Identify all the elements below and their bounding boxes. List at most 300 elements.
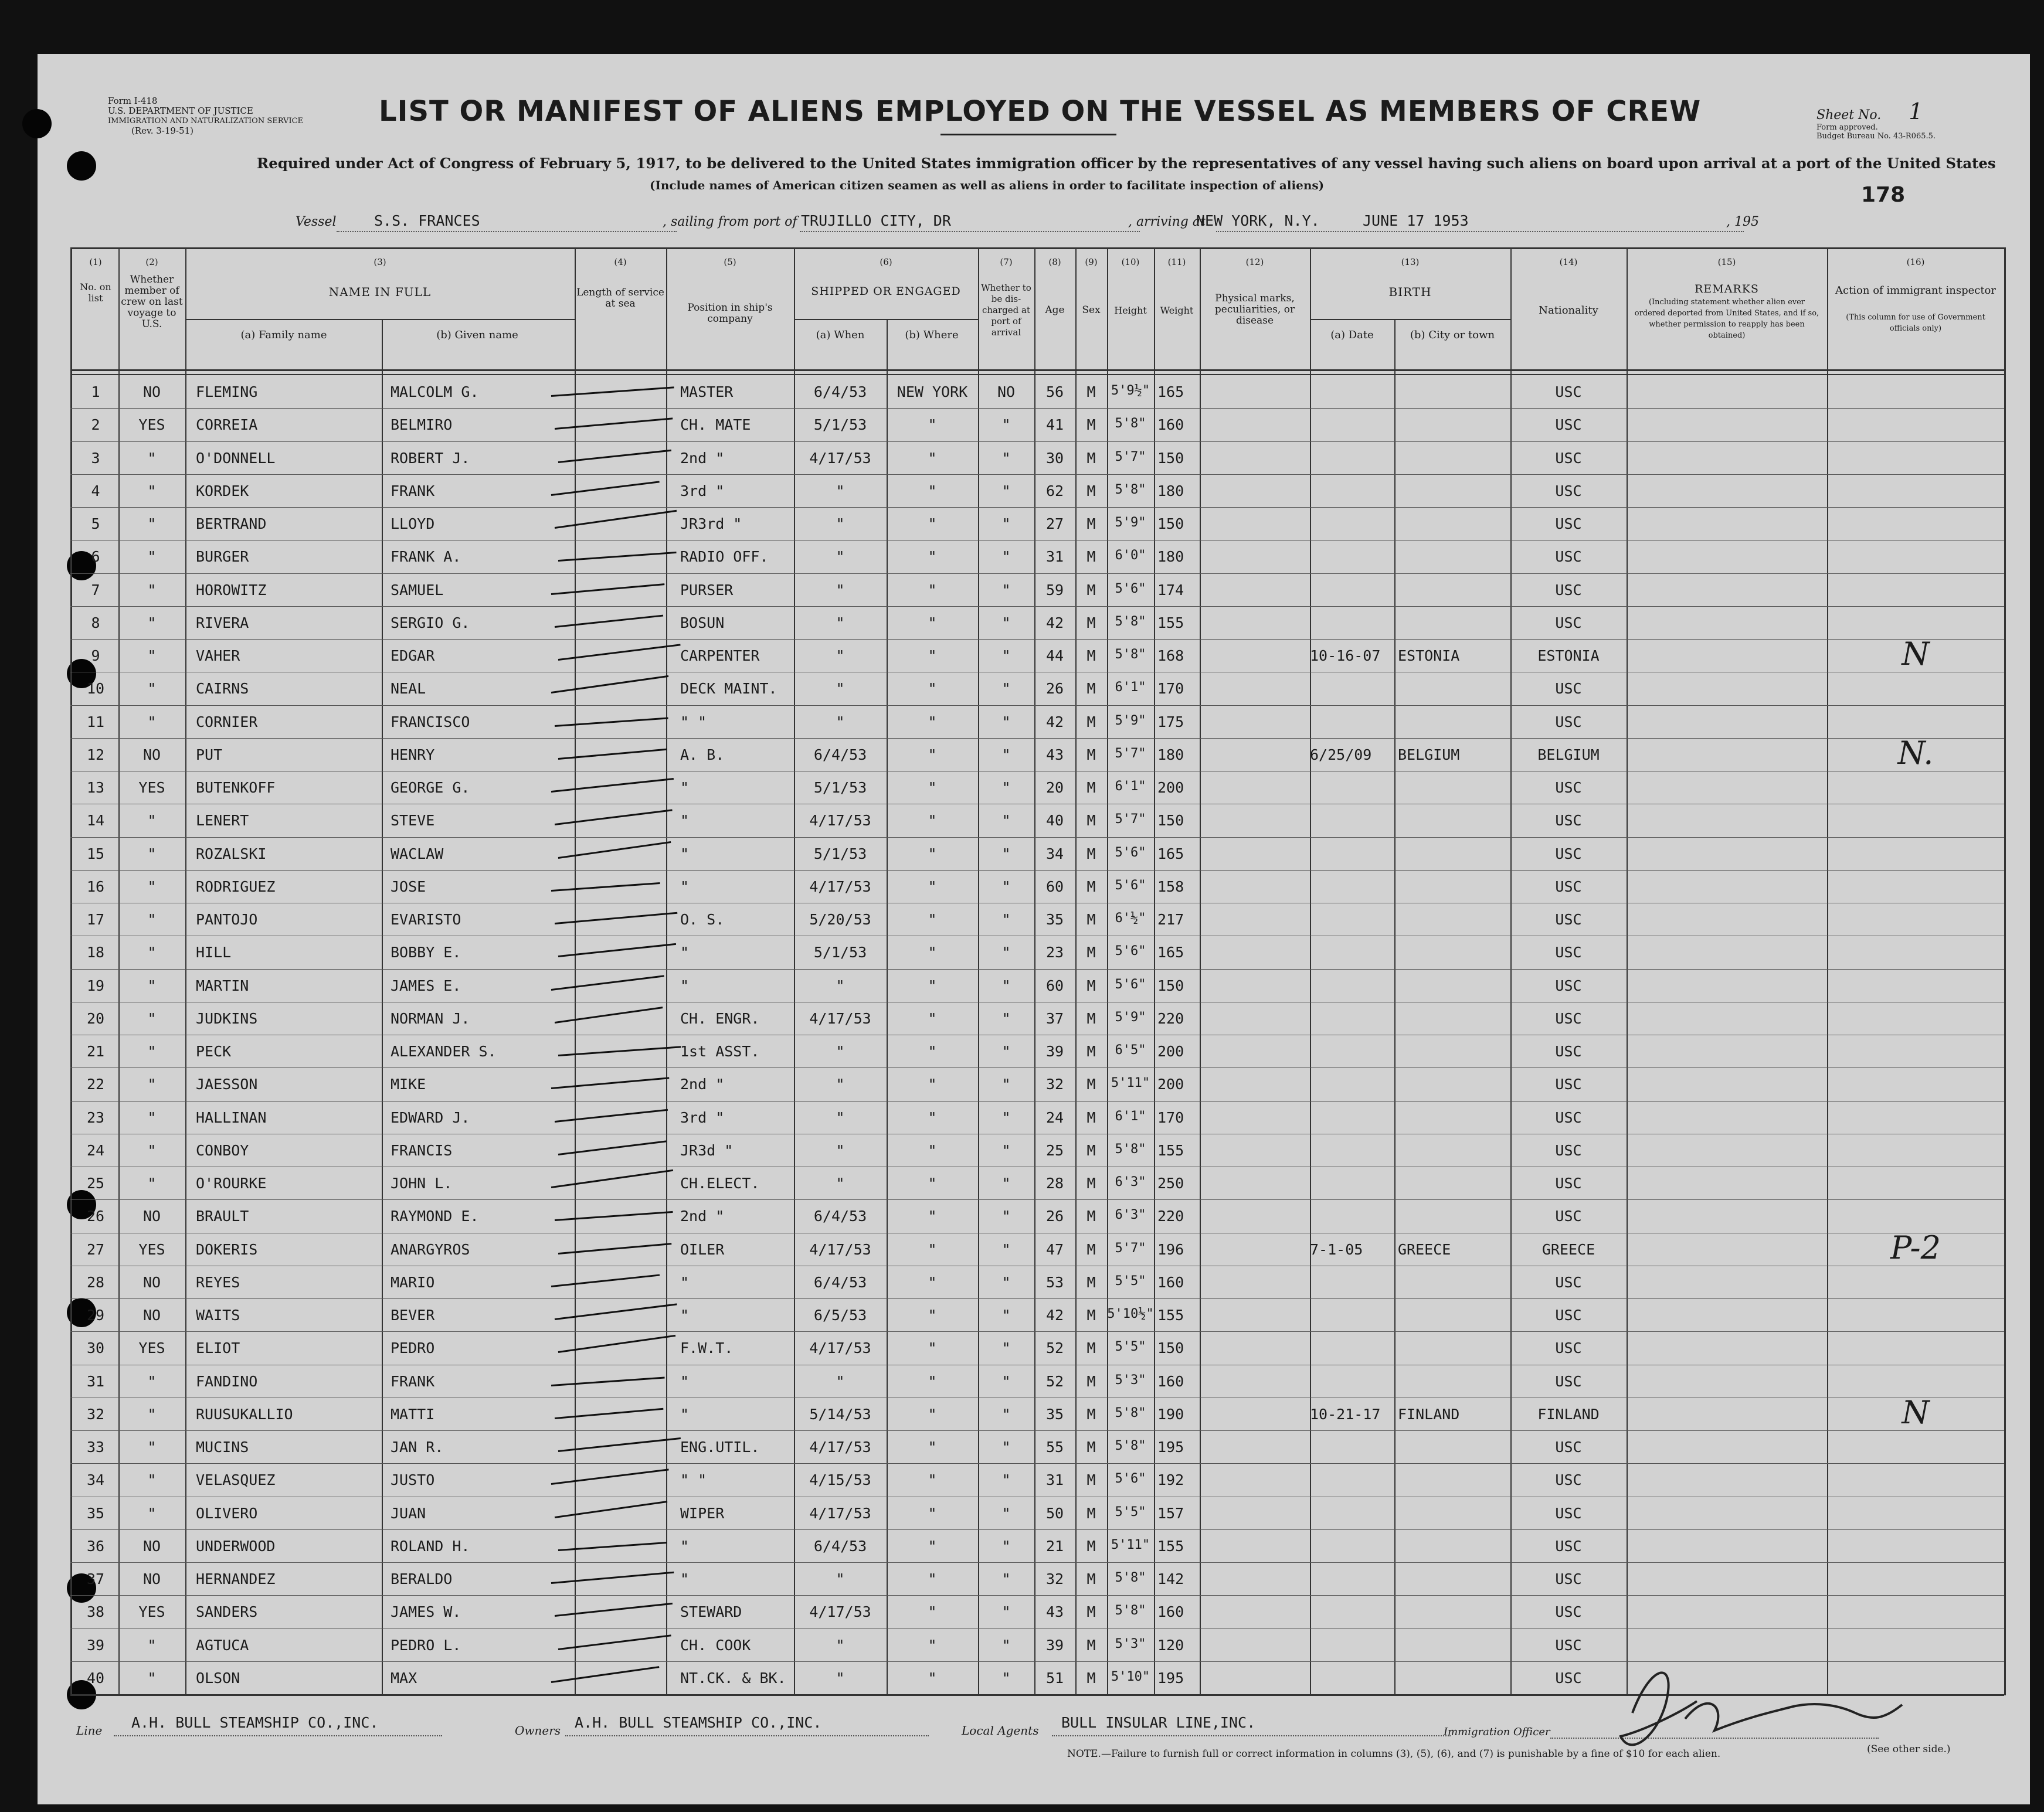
header-c13a: (a) Date — [1330, 329, 1374, 341]
cell-pos: 1st ASST. — [680, 1043, 760, 1060]
cell-weight: 180 — [1157, 746, 1184, 763]
cell-given: FRANK — [391, 482, 435, 499]
cell-height: 5'6" — [1115, 1471, 1146, 1487]
cell-sex: M — [1086, 845, 1096, 862]
cell-pos: STEWARD — [680, 1603, 742, 1621]
cell-no: 12 — [86, 746, 105, 763]
cell-where: " — [928, 548, 937, 566]
cell-family: WAITS — [196, 1307, 240, 1324]
cell-where: " — [928, 1240, 937, 1258]
cell-sex: M — [1086, 416, 1096, 434]
cell-disch: " — [1001, 1340, 1011, 1357]
cell-sex: M — [1086, 1141, 1096, 1159]
cell-age: 47 — [1045, 1240, 1064, 1258]
cell-height: 5'11" — [1111, 1537, 1150, 1552]
cell-where: " — [928, 845, 937, 862]
cell-weight: 157 — [1157, 1504, 1184, 1522]
cell-height: 5'9" — [1115, 1009, 1146, 1025]
cell-prev: " — [147, 1175, 157, 1192]
header-c12-number: (12) — [1245, 257, 1264, 267]
cell-disch: " — [1001, 1208, 1011, 1225]
cell-disch: " — [1001, 1669, 1011, 1687]
cell-sex: M — [1086, 1570, 1096, 1587]
header-c3a: (a) Family name — [240, 329, 327, 341]
cell-family: OLIVERO — [196, 1504, 258, 1522]
cell-family: MUCINS — [196, 1439, 249, 1456]
cell-disch: " — [1001, 1240, 1011, 1258]
cell-pos: " — [680, 878, 690, 895]
cell-no: 32 — [86, 1405, 105, 1423]
cell-disch: " — [1001, 911, 1011, 928]
cell-given: ROBERT J. — [391, 449, 470, 467]
cell-age: 34 — [1045, 845, 1064, 862]
cell-sex: M — [1086, 878, 1096, 895]
cell-age: 41 — [1045, 416, 1064, 434]
cell-no: 38 — [86, 1603, 105, 1621]
cell-height: 5'5" — [1115, 1340, 1146, 1355]
cell-nat: USC — [1555, 713, 1582, 730]
cell-given: BERALDO — [391, 1570, 453, 1587]
cell-given: JOHN L. — [391, 1175, 453, 1192]
cell-given: BOBBY E. — [391, 944, 461, 961]
cell-height: 5'8" — [1115, 1141, 1146, 1157]
cell-no: 28 — [86, 1273, 105, 1291]
cell-nat: FINLAND — [1537, 1405, 1600, 1423]
cell-family: BERTRAND — [196, 515, 267, 532]
cell-where: " — [928, 1372, 937, 1390]
header-c9-number: (9) — [1085, 257, 1098, 267]
cell-prev: " — [147, 614, 157, 631]
cell-family: RIVERA — [196, 614, 249, 631]
cell-pos: CH. ENGR. — [680, 1009, 760, 1027]
cell-no: 35 — [86, 1504, 105, 1522]
cell-family: REYES — [196, 1273, 240, 1291]
cell-where: " — [928, 746, 937, 763]
cell-nat: USC — [1555, 416, 1582, 434]
cell-weight: 165 — [1157, 845, 1184, 862]
cell-given: EDWARD J. — [391, 1109, 470, 1126]
cell-age: 52 — [1045, 1340, 1064, 1357]
agents-company: BULL INSULAR LINE,INC. — [1061, 1714, 1256, 1731]
cell-given: ROLAND H. — [391, 1537, 470, 1555]
see-other-side: (See other side.) — [1867, 1743, 1951, 1755]
cell-sex: M — [1086, 1175, 1096, 1192]
cell-bcity: FINLAND — [1398, 1405, 1460, 1423]
cell-where: " — [928, 1009, 937, 1027]
cell-weight: 142 — [1157, 1570, 1184, 1587]
cell-where: " — [928, 581, 937, 599]
cell-height: 6'3" — [1115, 1175, 1146, 1189]
form-subtitle: Required under Act of Congress of February 5, 1917, to be delivered to the United States immigration officer by the representatives of any vessel having such aliens on board upon arrival at a port of the United States — [257, 155, 1996, 172]
cell-disch: " — [1001, 614, 1011, 631]
cell-where: " — [928, 1109, 937, 1126]
cell-given: JOSE — [391, 878, 426, 895]
cell-weight: 160 — [1157, 1273, 1184, 1291]
cell-sex: M — [1086, 1636, 1096, 1654]
cell-when: " — [836, 548, 845, 566]
cell-family: RUUSUKALLIO — [196, 1405, 293, 1423]
cell-given: MARIO — [391, 1273, 435, 1291]
header-c15-text: REMARKS — [1695, 283, 1759, 295]
cell-age: 21 — [1045, 1537, 1064, 1555]
cell-pos: MASTER — [680, 383, 734, 400]
cell-weight: 200 — [1157, 779, 1184, 796]
cell-when: 5/1/53 — [813, 416, 867, 434]
cell-prev: " — [147, 1439, 157, 1456]
cell-family: BURGER — [196, 548, 249, 566]
cell-no: 1 — [91, 383, 100, 400]
cell-when: " — [836, 614, 845, 631]
cell-given: GEORGE G. — [391, 779, 470, 796]
cell-when: 5/1/53 — [813, 845, 867, 862]
cell-weight: 200 — [1157, 1076, 1184, 1093]
cell-disch: " — [1001, 1273, 1011, 1291]
cell-age: 62 — [1045, 482, 1064, 499]
cell-sex: M — [1086, 383, 1096, 400]
cell-when: " — [836, 1372, 845, 1390]
cell-height: 5'8" — [1115, 416, 1146, 431]
cell-when: " — [836, 680, 845, 698]
cell-height: 5'8" — [1115, 1439, 1146, 1453]
cell-where: " — [928, 1208, 937, 1225]
cell-nat: USC — [1555, 1009, 1582, 1027]
cell-age: 44 — [1045, 647, 1064, 664]
header-c4-text: Length of service at sea — [576, 287, 664, 310]
cell-family: JAESSON — [196, 1076, 258, 1093]
cell-pos: ENG.UTIL. — [680, 1439, 760, 1456]
cell-disch: " — [1001, 581, 1011, 599]
cell-where: " — [928, 1603, 937, 1621]
cell-height: 5'5" — [1115, 1504, 1146, 1519]
cell-no: 40 — [86, 1669, 105, 1687]
cell-pos: 2nd " — [680, 449, 725, 467]
cell-nat: USC — [1555, 449, 1582, 467]
cell-sex: M — [1086, 944, 1096, 961]
cell-pos: O. S. — [680, 911, 725, 928]
cell-age: 42 — [1045, 614, 1064, 631]
cell-prev: " — [147, 713, 157, 730]
cell-prev: YES — [138, 1603, 165, 1621]
cell-family: CAIRNS — [196, 680, 249, 698]
cell-weight: 160 — [1157, 1372, 1184, 1390]
cell-pos: DECK MAINT. — [680, 680, 777, 698]
cell-when: 6/4/53 — [813, 383, 867, 400]
cell-sex: M — [1086, 647, 1096, 664]
cell-height: 5'7" — [1115, 1240, 1146, 1256]
cell-weight: 155 — [1157, 1141, 1184, 1159]
cell-sex: M — [1086, 1537, 1096, 1555]
line-company: A.H. BULL STEAMSHIP CO.,INC. — [131, 1714, 379, 1731]
cell-disch: " — [1001, 1504, 1011, 1522]
cell-nat: USC — [1555, 680, 1582, 698]
cell-disch: " — [1001, 1109, 1011, 1126]
cell-pos: CH. MATE — [680, 416, 751, 434]
cell-height: 5'9" — [1115, 713, 1146, 728]
cell-height: 5'7" — [1115, 449, 1146, 464]
cell-prev: " — [147, 1109, 157, 1126]
cell-family: ELIOT — [196, 1340, 240, 1357]
cell-given: MATTI — [391, 1405, 435, 1423]
cell-prev: " — [147, 911, 157, 928]
cell-sex: M — [1086, 515, 1096, 532]
cell-weight: 195 — [1157, 1669, 1184, 1687]
cell-prev: " — [147, 845, 157, 862]
cell-weight: 165 — [1157, 383, 1184, 400]
cell-sex: M — [1086, 1240, 1096, 1258]
cell-no: 14 — [86, 812, 105, 829]
cell-family: PANTOJO — [196, 911, 258, 928]
cell-age: 23 — [1045, 944, 1064, 961]
cell-age: 26 — [1045, 1208, 1064, 1225]
cell-prev: " — [147, 449, 157, 467]
cell-when: 6/5/53 — [813, 1307, 867, 1324]
cell-given: EVARISTO — [391, 911, 461, 928]
cell-where: " — [928, 1669, 937, 1687]
cell-when: 4/17/53 — [809, 1240, 871, 1258]
header-c5-number: (5) — [724, 257, 736, 267]
cell-height: 5'9" — [1115, 515, 1146, 530]
cell-weight: 120 — [1157, 1636, 1184, 1654]
cell-where: " — [928, 878, 937, 895]
cell-age: 24 — [1045, 1109, 1064, 1126]
cell-height: 5'5" — [1115, 1273, 1146, 1289]
cell-nat: USC — [1555, 1603, 1582, 1621]
header-c7-text: Whether to be dis-charged at port of arrival — [981, 283, 1031, 338]
cell-family: UNDERWOOD — [196, 1537, 276, 1555]
cell-nat: USC — [1555, 383, 1582, 400]
header-c8-number: (8) — [1048, 257, 1061, 267]
cell-disch: " — [1001, 680, 1011, 698]
header-c15-note: (Including statement whether alien ever ordered deported from United States, and if so, whether permission to reapply has been obtained) — [1634, 298, 1819, 340]
cell-given: PEDRO L. — [391, 1636, 461, 1654]
cell-height: 5'7" — [1115, 812, 1146, 827]
cell-prev: NO — [142, 1208, 161, 1225]
cell-action: N — [1902, 1393, 1930, 1431]
cell-prev: NO — [142, 746, 161, 763]
cell-no: 33 — [86, 1439, 105, 1456]
cell-weight: 150 — [1157, 977, 1184, 994]
cell-no: 36 — [86, 1537, 105, 1555]
cell-sex: M — [1086, 1273, 1096, 1291]
header-c3-text: NAME IN FULL — [328, 285, 432, 299]
manifest-sheet — [38, 54, 2030, 1804]
cell-age: 43 — [1045, 1603, 1064, 1621]
cell-age: 59 — [1045, 581, 1064, 599]
cell-family: RODRIGUEZ — [196, 878, 276, 895]
cell-when: 4/17/53 — [809, 878, 871, 895]
cell-family: O'ROURKE — [196, 1175, 267, 1192]
cell-no: 11 — [86, 713, 105, 730]
cell-pos: " — [680, 1273, 690, 1291]
header-c11-number: (11) — [1167, 257, 1186, 267]
cell-family: VELASQUEZ — [196, 1471, 276, 1489]
line-label: Line — [76, 1723, 103, 1738]
cell-prev: " — [147, 1043, 157, 1060]
cell-where: " — [928, 713, 937, 730]
cell-when: 4/17/53 — [809, 449, 871, 467]
cell-nat: USC — [1555, 1669, 1582, 1687]
cell-prev: " — [147, 878, 157, 895]
cell-weight: 165 — [1157, 944, 1184, 961]
cell-age: 51 — [1045, 1669, 1064, 1687]
cell-no: 25 — [86, 1175, 105, 1192]
cell-pos: PURSER — [680, 581, 734, 599]
cell-when: " — [836, 977, 845, 994]
cell-given: BEVER — [391, 1307, 435, 1324]
cell-disch: " — [1001, 1175, 1011, 1192]
form-service: IMMIGRATION AND NATURALIZATION SERVICE — [108, 117, 304, 125]
cell-where: " — [928, 977, 937, 994]
cell-action: P-2 — [1890, 1229, 1941, 1266]
cell-when: " — [836, 515, 845, 532]
cell-weight: 192 — [1157, 1471, 1184, 1489]
cell-height: 6'0" — [1115, 548, 1146, 563]
cell-family: HOROWITZ — [196, 581, 267, 599]
cell-where: " — [928, 911, 937, 928]
cell-age: 26 — [1045, 680, 1064, 698]
cell-no: 8 — [91, 614, 100, 631]
cell-when: " — [836, 1109, 845, 1126]
cell-disch: " — [1001, 647, 1011, 664]
cell-pos: " " — [680, 713, 707, 730]
cell-nat: ESTONIA — [1537, 647, 1600, 664]
port-from: TRUJILLO CITY, DR — [801, 212, 951, 229]
cell-height: 5'6" — [1115, 581, 1146, 596]
cell-action: N — [1902, 635, 1930, 672]
cell-disch: " — [1001, 1439, 1011, 1456]
cell-where: " — [928, 1636, 937, 1654]
cell-sex: M — [1086, 449, 1096, 467]
header-c16-text: Action of immigrant inspector — [1835, 284, 1997, 297]
cell-disch: " — [1001, 1372, 1011, 1390]
vessel-label: Vessel — [296, 215, 337, 229]
cell-weight: 195 — [1157, 1439, 1184, 1456]
cell-family: VAHER — [196, 647, 240, 664]
cell-family: MARTIN — [196, 977, 249, 994]
cell-nat: USC — [1555, 1141, 1582, 1159]
cell-weight: 200 — [1157, 1043, 1184, 1060]
cell-disch: " — [1001, 1471, 1011, 1489]
form-subtitle-note: (Include names of American citizen seamen as well as aliens in order to facilitate inspection of aliens) — [650, 178, 1325, 192]
form-revision: (Rev. 3-19-51) — [131, 125, 193, 136]
cell-no: 6 — [91, 548, 100, 566]
cell-no: 34 — [86, 1471, 105, 1489]
header-c12-text: Physical marks, peculiarities, or disease — [1214, 293, 1295, 327]
cell-given: RAYMOND E. — [391, 1208, 479, 1225]
header-c16-number: (16) — [1906, 257, 1925, 267]
cell-height: 5'8" — [1115, 1405, 1146, 1420]
cell-pos: JR3d " — [680, 1141, 734, 1159]
cell-when: 6/4/53 — [813, 1537, 867, 1555]
cell-sex: M — [1086, 1471, 1096, 1489]
cell-sex: M — [1086, 911, 1096, 928]
cell-where: " — [928, 1405, 937, 1423]
cell-where: " — [928, 944, 937, 961]
cell-family: BRAULT — [196, 1208, 249, 1225]
cell-family: CONBOY — [196, 1141, 249, 1159]
cell-sex: M — [1086, 1372, 1096, 1390]
header-c1-number: (1) — [89, 257, 102, 267]
service-strike-mark — [558, 1437, 681, 1452]
cell-height: 5'7" — [1115, 746, 1146, 761]
cell-height: 6'3" — [1115, 1208, 1146, 1223]
header-c13-text: BIRTH — [1388, 285, 1432, 299]
cell-no: 27 — [86, 1240, 105, 1258]
cell-prev: NO — [142, 1537, 161, 1555]
cell-given: FRANK — [391, 1372, 435, 1390]
cell-prev: " — [147, 1076, 157, 1093]
cell-disch: " — [1001, 482, 1011, 499]
header-c16-note: (This column for use of Government officials only) — [1846, 313, 1985, 333]
owners-label: Owners — [515, 1723, 561, 1738]
cell-height: 5'8" — [1115, 482, 1146, 497]
cell-family: CORREIA — [196, 416, 258, 434]
header-c6-number: (6) — [880, 257, 892, 267]
cell-given: SERGIO G. — [391, 614, 470, 631]
cell-where: " — [928, 515, 937, 532]
cell-when: 5/1/53 — [813, 779, 867, 796]
sheet-label: Sheet No. — [1816, 108, 1882, 123]
cell-action: N. — [1897, 734, 1934, 771]
cell-given: HENRY — [391, 746, 435, 763]
cell-no: 19 — [86, 977, 105, 994]
cell-weight: 170 — [1157, 680, 1184, 698]
cell-when: 6/4/53 — [813, 1273, 867, 1291]
cell-no: 4 — [91, 482, 100, 499]
cell-when: 4/15/53 — [809, 1471, 871, 1489]
cell-disch: " — [1001, 515, 1011, 532]
cell-family: HILL — [196, 944, 232, 961]
cell-prev: " — [147, 944, 157, 961]
cell-age: 32 — [1045, 1570, 1064, 1587]
cell-pos: BOSUN — [680, 614, 725, 631]
cell-pos: 2nd " — [680, 1076, 725, 1093]
cell-prev: YES — [138, 1240, 165, 1258]
header-c5-text: Position in ship's company — [687, 302, 773, 325]
cell-given: ANARGYROS — [391, 1240, 470, 1258]
cell-height: 6'5" — [1115, 1043, 1146, 1058]
arriving-label: , arriving at — [1128, 215, 1206, 229]
cell-given: STEVE — [391, 812, 435, 829]
cell-no: 24 — [86, 1141, 105, 1159]
cell-when: " — [836, 713, 845, 730]
cell-no: 3 — [91, 449, 100, 467]
cell-bdate: 6/25/09 — [1310, 746, 1372, 763]
cell-weight: 217 — [1157, 911, 1184, 928]
cell-given: ALEXANDER S. — [391, 1043, 497, 1060]
cell-disch: " — [1001, 1405, 1011, 1423]
cell-disch: " — [1001, 1636, 1011, 1654]
cell-prev: " — [147, 647, 157, 664]
cell-no: 37 — [86, 1570, 105, 1587]
cell-age: 50 — [1045, 1504, 1064, 1522]
cell-prev: NO — [142, 383, 161, 400]
cell-sex: M — [1086, 812, 1096, 829]
header-c6-text: SHIPPED OR ENGAGED — [811, 285, 961, 298]
header-c10-number: (10) — [1121, 257, 1140, 267]
cell-nat: USC — [1555, 1570, 1582, 1587]
punch-hole — [67, 151, 96, 181]
cell-family: FLEMING — [196, 383, 258, 400]
cell-nat: USC — [1555, 515, 1582, 532]
cell-given: BELMIRO — [391, 416, 453, 434]
cell-where: " — [928, 647, 937, 664]
cell-age: 42 — [1045, 1307, 1064, 1324]
cell-height: 5'8" — [1115, 1570, 1146, 1585]
cell-where: " — [928, 614, 937, 631]
punch-hole — [22, 109, 52, 138]
year-label: , 195 — [1726, 215, 1759, 229]
